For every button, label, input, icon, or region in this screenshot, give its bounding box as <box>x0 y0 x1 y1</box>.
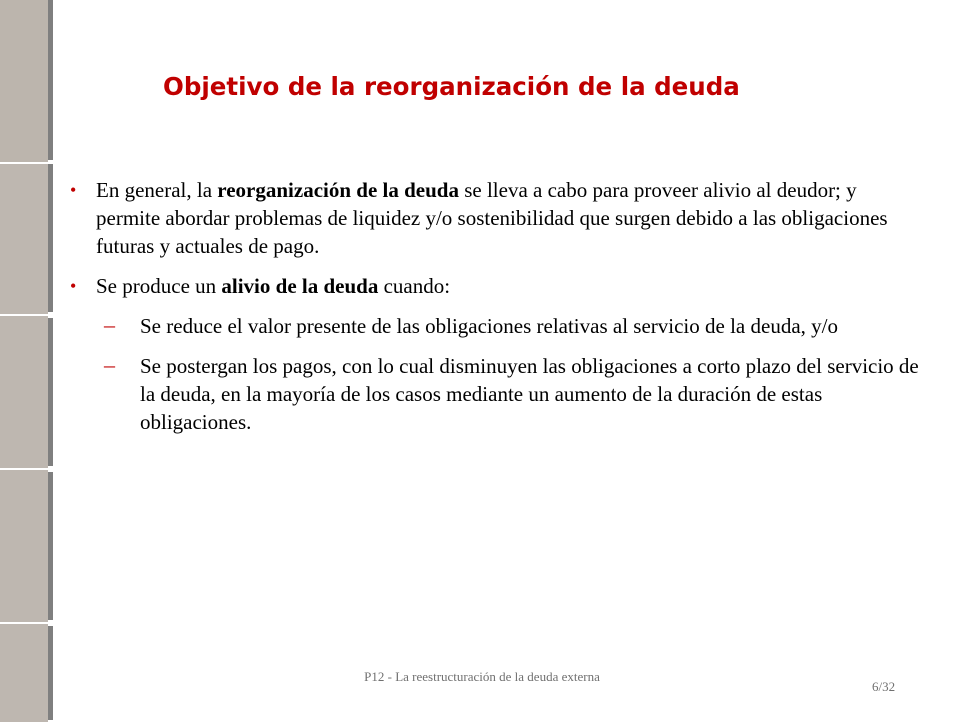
bold-term: alivio de la deuda <box>221 274 379 298</box>
sidebar-stripe <box>48 318 53 466</box>
footer-text: P12 - La reestructuración de la deuda externa <box>364 669 600 684</box>
bold-term: reorganización de la deuda <box>217 178 459 202</box>
bullet-text: Se produce un alivio de la deuda cuando: <box>96 274 451 298</box>
sidebar-stripe <box>48 626 53 720</box>
page-number: 6/32 <box>872 679 896 694</box>
sidebar-stripe <box>48 472 53 620</box>
slide-content <box>70 176 920 448</box>
bullet-item <box>70 272 920 300</box>
sidebar-stripe <box>48 164 53 312</box>
sidebar-segment <box>0 622 48 722</box>
bullet-icon: • <box>70 180 77 200</box>
sub-bullet-text: Se reduce el valor presente de las obligaciones relativas al servicio de la deuda, y/o <box>140 314 838 338</box>
bullet-icon: • <box>70 276 77 296</box>
dash-icon: – <box>104 352 115 377</box>
sidebar-segment <box>0 314 48 468</box>
sidebar-segment <box>0 468 48 622</box>
sidebar-stripe <box>48 0 53 160</box>
dash-icon: – <box>104 312 115 337</box>
bullet-item <box>70 176 920 260</box>
sub-bullet-text: Se postergan los pagos, con lo cual disminuyen las obligaciones a corto plazo del servicio de la deuda, en la mayoría de los casos mediante un aumento de la duración de estas obligaciones. <box>140 354 919 434</box>
bullet-text: En general, la reorganización de la deuda se lleva a cabo para proveer alivio al deudor; y permite abordar problemas de liquidez y/o sostenibilidad que surgen debido a las obligaciones futuras y actuales de pago. <box>96 178 888 258</box>
decorative-sidebar <box>0 0 48 720</box>
sub-bullet-item <box>70 352 920 436</box>
sidebar-segment <box>0 162 48 314</box>
slide-title: Objetivo de la reorganización de la deuda <box>163 72 740 101</box>
sub-bullet-item <box>70 312 920 340</box>
